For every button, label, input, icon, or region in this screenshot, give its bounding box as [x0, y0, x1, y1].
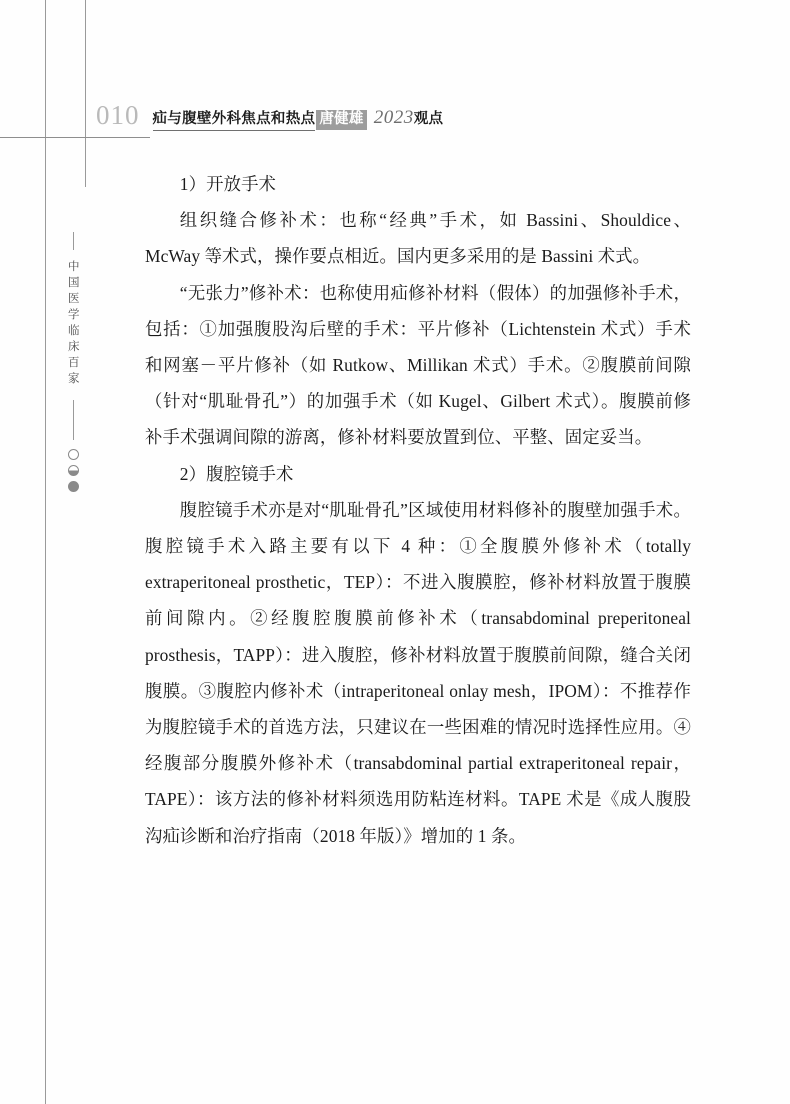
header-horizontal-rule: [0, 137, 150, 138]
side-series-mark: [62, 232, 84, 492]
edition-suffix: 观点: [413, 111, 444, 127]
edition-year: 2023: [373, 107, 414, 128]
author-badge: 唐健雄: [316, 110, 366, 130]
side-rule-bottom: [73, 400, 74, 440]
body-text-column: [145, 166, 691, 854]
paragraph-laparoscopic-approaches: 腹腔镜手术亦是对“肌耻骨孔”区域使用材料修补的腹壁加强手术。腹腔镜手术入路主要有以下 4 种：①全腹膜外修补术（totally extraperitoneal prosthetic，TEP）：不进入腹膜腔，修补材料放置于腹膜前间隙内。②经腹腔腹膜前修补术（transabdominal preperitoneal prosthesis，TAPP）：进入腹腔，修补材料放置于腹膜前间隙，缝合关闭腹膜。③腹腔内修补术（intraperitoneal onlay mesh，IPOM）：不推荐作为腹腔镜手术的首选方法，只建议在一些困难的情况时选择性应用。④经腹部分腹膜外修补术（transabdominal partial extraperitoneal repair，TAPE）：该方法的修补材料须选用防粘连材料。TAPE 术是《成人腹股沟疝诊断和治疗指南（2018 年版）》增加的 1 条。: [145, 499, 691, 846]
page-number: 010: [96, 100, 140, 130]
paragraph-tension-free-repair: “无张力”修补术：也称使用疝修补材料（假体）的加强修补手术，包括：①加强腹股沟后壁的手术：平片修补（Lichtenstein 术式）手术和网塞－平片修补（如 Rutkow、Millikan 术式）手术。②腹膜前间隙（针对“肌耻骨孔”）的加强手术（如 Kugel、Gilbert 术式）。腹膜前修补手术强调间隙的游离，修补材料要放置到位、平整、固定妥当。: [145, 282, 691, 448]
left-margin-vertical-rule-inner: [85, 0, 86, 187]
book-title: 疝与腹壁外科焦点和热点: [153, 112, 316, 131]
side-rule-top: [73, 232, 74, 250]
section-heading-open-surgery: 1）开放手术: [179, 174, 277, 194]
section-heading-laparoscopic-surgery: 2）腹腔镜手术: [179, 463, 294, 484]
paragraph-tissue-suture-repair: 组织缝合修补术：也称“经典”手术，如 Bassini、Shouldice、McWay 等术式，操作要点相近。国内更多采用的是 Bassini 术式。: [145, 210, 691, 267]
series-label: 中国医学临床百家: [66, 260, 81, 388]
dot-hollow-icon: [68, 449, 79, 460]
dot-half-icon: [68, 465, 79, 476]
dot-full-icon: [68, 481, 79, 492]
progress-dots: [68, 449, 79, 492]
running-head: [96, 101, 443, 131]
left-margin-vertical-rule-outer: [45, 0, 46, 1104]
